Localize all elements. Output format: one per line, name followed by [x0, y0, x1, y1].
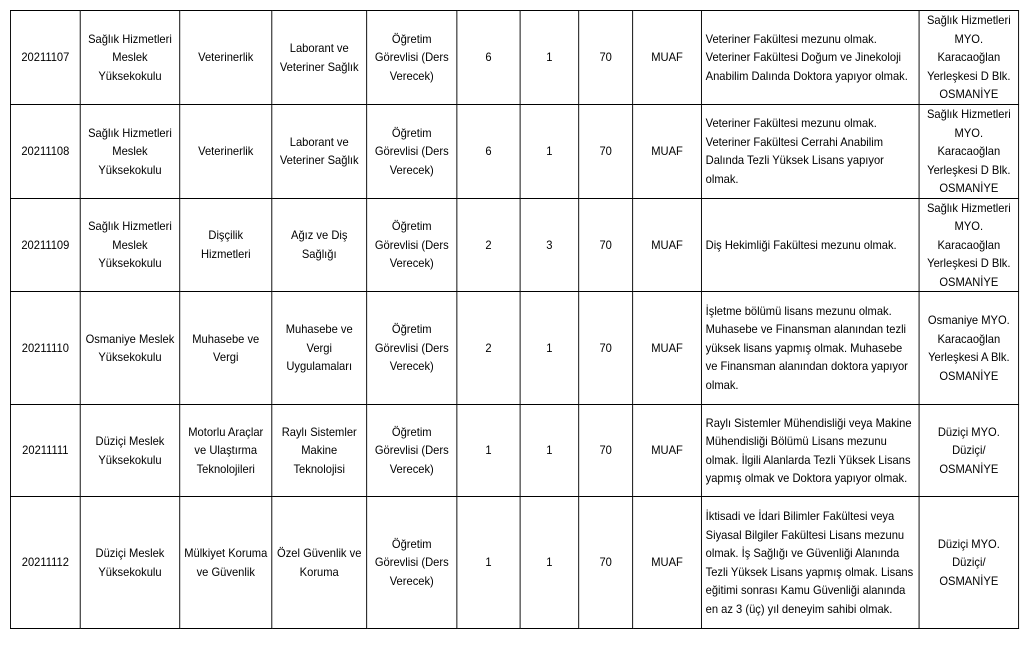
position-title: Öğretim Görevlisi (Ders Verecek): [367, 497, 457, 629]
degree-value: 1: [457, 497, 520, 629]
table-row: [10, 497, 1018, 629]
language-requirement: MUAF: [633, 11, 702, 105]
ales-score: 70: [579, 198, 633, 292]
location-text: Sağlık Hizmetleri MYO. Karacaoğlan Yerleşkesi D Blk. OSMANİYE: [919, 198, 1019, 292]
count-value: 1: [520, 105, 579, 199]
position-title: Öğretim Görevlisi (Ders Verecek): [367, 405, 457, 497]
location-text: Sağlık Hizmetleri MYO. Karacaoğlan Yerleşkesi D Blk. OSMANİYE: [919, 11, 1019, 105]
degree-value: 6: [457, 11, 520, 105]
program-name: Özel Güvenlik ve Koruma: [272, 497, 367, 629]
department-name: Muhasebe ve Vergi: [180, 292, 272, 405]
count-value: 1: [520, 292, 579, 405]
department-name: Mülkiyet Koruma ve Güvenlik: [180, 497, 272, 629]
language-requirement: MUAF: [633, 198, 702, 292]
degree-value: 2: [457, 198, 520, 292]
location-text: Sağlık Hizmetleri MYO. Karacaoğlan Yerleşkesi D Blk. OSMANİYE: [919, 105, 1019, 199]
table-row: [10, 405, 1018, 497]
position-code: 20211107: [10, 11, 80, 105]
requirements-text: İşletme bölümü lisans mezunu olmak. Muhasebe ve Finansman alanından tezli yüksek lisans yapmış olmak. Muhasebe ve Finansman alanından doktora yapıyor olmak.: [701, 292, 919, 405]
language-requirement: MUAF: [633, 105, 702, 199]
requirements-text: Veteriner Fakültesi mezunu olmak. Veteriner Fakültesi Doğum ve Jinekoloji Anabilim Dalında Doktora yapıyor olmak.: [701, 11, 919, 105]
requirements-text: Raylı Sistemler Mühendisliği veya Makine Mühendisliği Bölümü Lisans mezunu olmak. İlgili Alanlarda Tezli Yüksek Lisans yapmış olmak ve Doktora yapıyor olmak.: [701, 405, 919, 497]
ales-score: 70: [579, 105, 633, 199]
unit-name: Osmaniye Meslek Yüksekokulu: [80, 292, 180, 405]
position-title: Öğretim Görevlisi (Ders Verecek): [367, 11, 457, 105]
ales-score: 70: [579, 11, 633, 105]
count-value: 1: [520, 11, 579, 105]
position-code: 20211110: [10, 292, 80, 405]
count-value: 1: [520, 497, 579, 629]
position-code: 20211112: [10, 497, 80, 629]
unit-name: Düziçi Meslek Yüksekokulu: [80, 405, 180, 497]
position-title: Öğretim Görevlisi (Ders Verecek): [367, 198, 457, 292]
requirements-text: Veteriner Fakültesi mezunu olmak. Veteriner Fakültesi Cerrahi Anabilim Dalında Tezli Yüksek Lisans yapıyor olmak.: [701, 105, 919, 199]
position-code: 20211109: [10, 198, 80, 292]
unit-name: Sağlık Hizmetleri Meslek Yüksekokulu: [80, 105, 180, 199]
program-name: Ağız ve Diş Sağlığı: [272, 198, 367, 292]
location-text: Düziçi MYO. Düziçi/ OSMANİYE: [919, 497, 1019, 629]
degree-value: 2: [457, 292, 520, 405]
degree-value: 6: [457, 105, 520, 199]
program-name: Laborant ve Veteriner Sağlık: [272, 105, 367, 199]
department-name: Veterinerlik: [180, 11, 272, 105]
table-row: [10, 11, 1018, 105]
language-requirement: MUAF: [633, 497, 702, 629]
position-listing-table: [10, 10, 1019, 629]
department-name: Dişçilik Hizmetleri: [180, 198, 272, 292]
count-value: 1: [520, 405, 579, 497]
program-name: Laborant ve Veteriner Sağlık: [272, 11, 367, 105]
position-title: Öğretim Görevlisi (Ders Verecek): [367, 292, 457, 405]
position-code: 20211108: [10, 105, 80, 199]
table-row: [10, 198, 1018, 292]
count-value: 3: [520, 198, 579, 292]
position-title: Öğretim Görevlisi (Ders Verecek): [367, 105, 457, 199]
language-requirement: MUAF: [633, 292, 702, 405]
position-code: 20211111: [10, 405, 80, 497]
language-requirement: MUAF: [633, 405, 702, 497]
location-text: Osmaniye MYO. Karacaoğlan Yerleşkesi A Blk. OSMANİYE: [919, 292, 1019, 405]
department-name: Veterinerlik: [180, 105, 272, 199]
ales-score: 70: [579, 497, 633, 629]
location-text: Düziçi MYO. Düziçi/ OSMANİYE: [919, 405, 1019, 497]
table-row: [10, 105, 1018, 199]
department-name: Motorlu Araçlar ve Ulaştırma Teknolojileri: [180, 405, 272, 497]
table-row: [10, 292, 1018, 405]
requirements-text: Diş Hekimliği Fakültesi mezunu olmak.: [701, 198, 919, 292]
program-name: Raylı Sistemler Makine Teknolojisi: [272, 405, 367, 497]
unit-name: Sağlık Hizmetleri Meslek Yüksekokulu: [80, 11, 180, 105]
ales-score: 70: [579, 292, 633, 405]
program-name: Muhasebe ve Vergi Uygulamaları: [272, 292, 367, 405]
degree-value: 1: [457, 405, 520, 497]
ales-score: 70: [579, 405, 633, 497]
requirements-text: İktisadi ve İdari Bilimler Fakültesi veya Siyasal Bilgiler Fakültesi Lisans mezunu olmak. İş Sağlığı ve Güvenliği Alanında Tezli Yüksek Lisans yapmış olmak. Lisans eğitimi sonrası Kamu Güvenliği alanında en az 3 (üç) yıl deneyim sahibi olmak.: [701, 497, 919, 629]
unit-name: Düziçi Meslek Yüksekokulu: [80, 497, 180, 629]
unit-name: Sağlık Hizmetleri Meslek Yüksekokulu: [80, 198, 180, 292]
